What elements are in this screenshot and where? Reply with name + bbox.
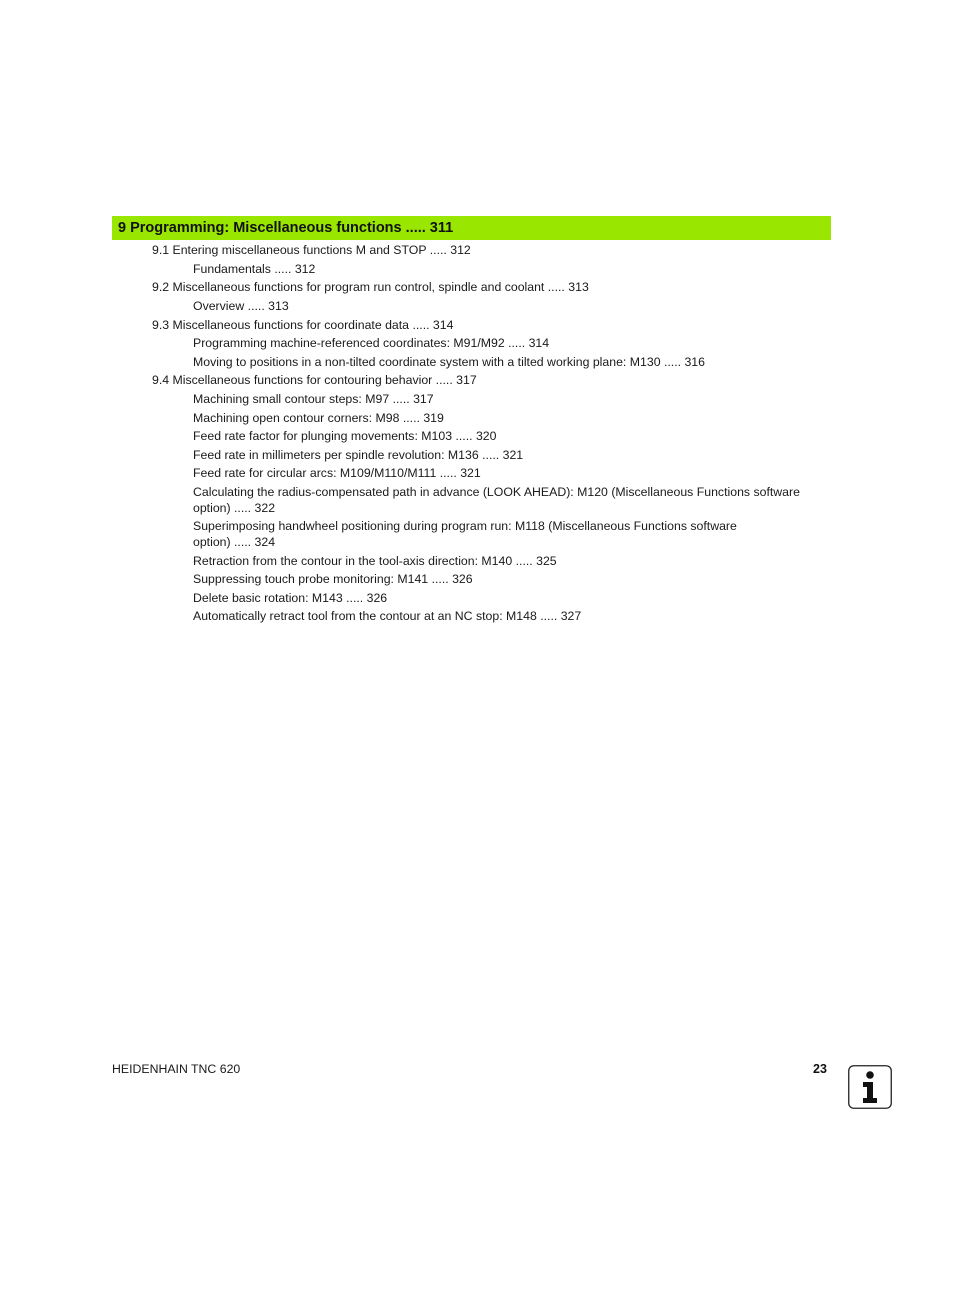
toc-entry-m103[interactable]: Feed rate factor for plunging movements: M103 ..... 320 <box>193 429 497 443</box>
toc-entry-fundamentals[interactable]: Fundamentals ..... 312 <box>193 262 316 276</box>
toc-entry-m143[interactable]: Delete basic rotation: M143 ..... 326 <box>193 591 388 605</box>
toc-entry-m141[interactable]: Suppressing touch probe monitoring: M141 ..... 326 <box>193 572 473 586</box>
toc-entry-m120-line2[interactable]: option) ..... 322 <box>193 501 276 515</box>
toc-entry-m130[interactable]: Moving to positions in a non-tilted coordinate system with a tilted working plane: M130 ..... 316 <box>193 355 705 369</box>
toc-entry-overview[interactable]: Overview ..... 313 <box>193 299 289 313</box>
info-icon <box>848 1065 892 1109</box>
toc-entry-m91-m92[interactable]: Programming machine-referenced coordinates: M91/M92 ..... 314 <box>193 336 550 350</box>
toc-entry-m109-m110-m111[interactable]: Feed rate for circular arcs: M109/M110/M111 ..... 321 <box>193 466 481 480</box>
toc-entry-m97[interactable]: Machining small contour steps: M97 ..... 317 <box>193 392 434 406</box>
toc-entry-m120-line1[interactable]: Calculating the radius-compensated path in advance (LOOK AHEAD): M120 (Miscellaneous Functions software <box>193 485 800 499</box>
toc-entry-m118-line2[interactable]: option) ..... 324 <box>193 535 276 549</box>
toc-entry-m98[interactable]: Machining open contour corners: M98 ..... 319 <box>193 411 444 425</box>
chapter-title[interactable]: 9 Programming: Miscellaneous functions ..... 311 <box>118 220 454 236</box>
toc-entry-m140[interactable]: Retraction from the contour in the tool-axis direction: M140 ..... 325 <box>193 554 557 568</box>
toc-section-9-1[interactable]: 9.1 Entering miscellaneous functions M and STOP ..... 312 <box>152 243 471 257</box>
footer-manual-title: HEIDENHAIN TNC 620 <box>112 1062 241 1076</box>
toc-section-9-4[interactable]: 9.4 Miscellaneous functions for contouring behavior ..... 317 <box>152 373 477 387</box>
chapter-heading-bar <box>112 216 831 240</box>
page-number: 23 <box>813 1062 827 1076</box>
toc-entry-m136[interactable]: Feed rate in millimeters per spindle revolution: M136 ..... 321 <box>193 448 524 462</box>
toc-entry-m118-line1[interactable]: Superimposing handwheel positioning during program run: M118 (Miscellaneous Functions software <box>193 519 737 533</box>
toc-entry-m148[interactable]: Automatically retract tool from the contour at an NC stop: M148 ..... 327 <box>193 609 582 623</box>
toc-section-9-3[interactable]: 9.3 Miscellaneous functions for coordinate data ..... 314 <box>152 318 454 332</box>
toc-section-9-2[interactable]: 9.2 Miscellaneous functions for program run control, spindle and coolant ..... 313 <box>152 280 589 294</box>
